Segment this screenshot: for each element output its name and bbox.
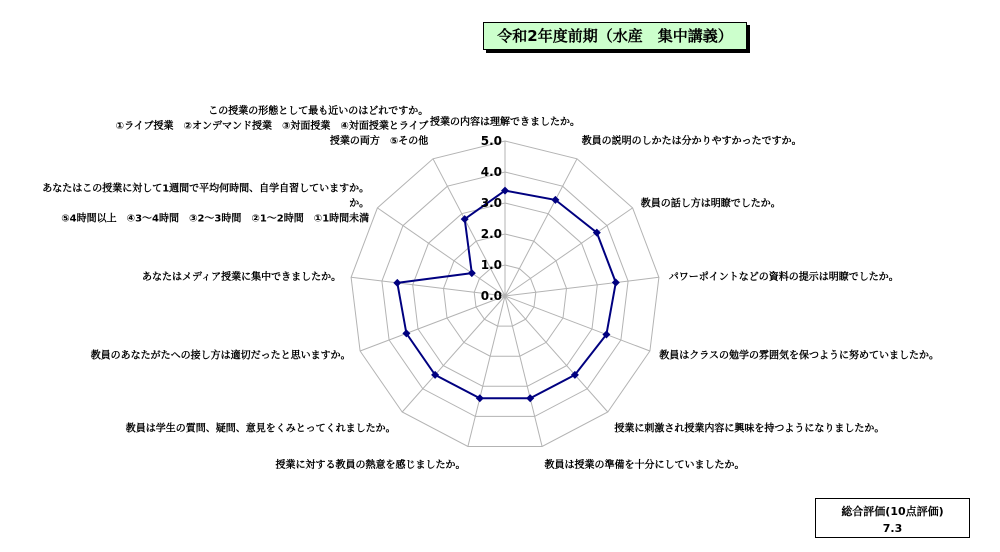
- grid-spoke-8: [402, 296, 505, 412]
- axis-label-12-line-2: 授業の両方 ⑤その他: [329, 135, 429, 147]
- axis-label-11-line-2: ⑤4時間以上 ④3～4時間 ③2～3時間 ②1～2時間 ①1時間未満: [61, 213, 370, 225]
- radar-ticks: [481, 134, 502, 303]
- axis-label-11-line-1: か。: [349, 198, 370, 210]
- grid-spoke-4: [505, 296, 650, 351]
- axis-label-1: 教員の説明のしかたは分かりやすかったですか。: [581, 135, 802, 147]
- axis-label-5: 授業に刺激され授業内容に興味を持つようになりましたか。: [614, 423, 885, 435]
- axis-label-6: 教員は授業の準備を十分にしていましたか。: [544, 460, 745, 472]
- axis-label-3: パワーポイントなどの資料の提示は明瞭でしたか。: [668, 272, 899, 284]
- axis-label-12-line-1: ①ライブ授業 ②オンデマンド授業 ③対面授業 ④対面授業とライブ: [115, 120, 429, 132]
- overall-score-label: 総合評価(10点評価): [841, 505, 944, 518]
- tick-label-5: 5.0: [480, 134, 502, 148]
- axis-label-11-line-0: あなたはこの授業に対して1週間で平均何時間、自学自習していますか。: [42, 183, 370, 195]
- data-point-3: [612, 279, 620, 287]
- chart-title: 令和2年度前期（水産 集中講義）: [483, 22, 747, 50]
- grid-spoke-1: [505, 159, 577, 296]
- grid-spoke-6: [505, 296, 542, 447]
- grid-spoke-9: [360, 296, 505, 351]
- axis-label-8: 教員は学生の質問、疑問、意見をくみとってくれましたか。: [125, 423, 396, 435]
- axis-label-10: あなたはメディア授業に集中できましたか。: [141, 272, 342, 284]
- tick-label-2: 2.0: [480, 227, 502, 241]
- overall-score-box: [815, 498, 970, 538]
- axis-label-2: 教員の話し方は明瞭でしたか。: [640, 198, 781, 210]
- data-point-10: [393, 279, 401, 287]
- tick-label-4: 4.0: [480, 165, 502, 179]
- overall-score-value: 7.3: [882, 522, 903, 535]
- data-point-11: [468, 269, 476, 277]
- data-point-6: [526, 394, 534, 402]
- axis-label-4: 教員はクラスの勉学の雰囲気を保つように努めていましたか。: [659, 350, 940, 362]
- axis-label-12-line-0: この授業の形態として最も近いのはどれですか。: [208, 105, 429, 117]
- data-point-7: [476, 394, 484, 402]
- tick-label-1: 1.0: [480, 258, 502, 272]
- tick-label-3: 3.0: [480, 196, 502, 210]
- axis-label-7: 授業に対する教員の熱意を感じましたか。: [275, 460, 466, 472]
- grid-spoke-7: [468, 296, 505, 447]
- axis-label-9: 教員のあなたがたへの接し方は適切だったと思いますか。: [90, 350, 351, 362]
- axis-label-0: 授業の内容は理解できましたか。: [430, 117, 580, 128]
- tick-label-0: 0.0: [480, 289, 502, 303]
